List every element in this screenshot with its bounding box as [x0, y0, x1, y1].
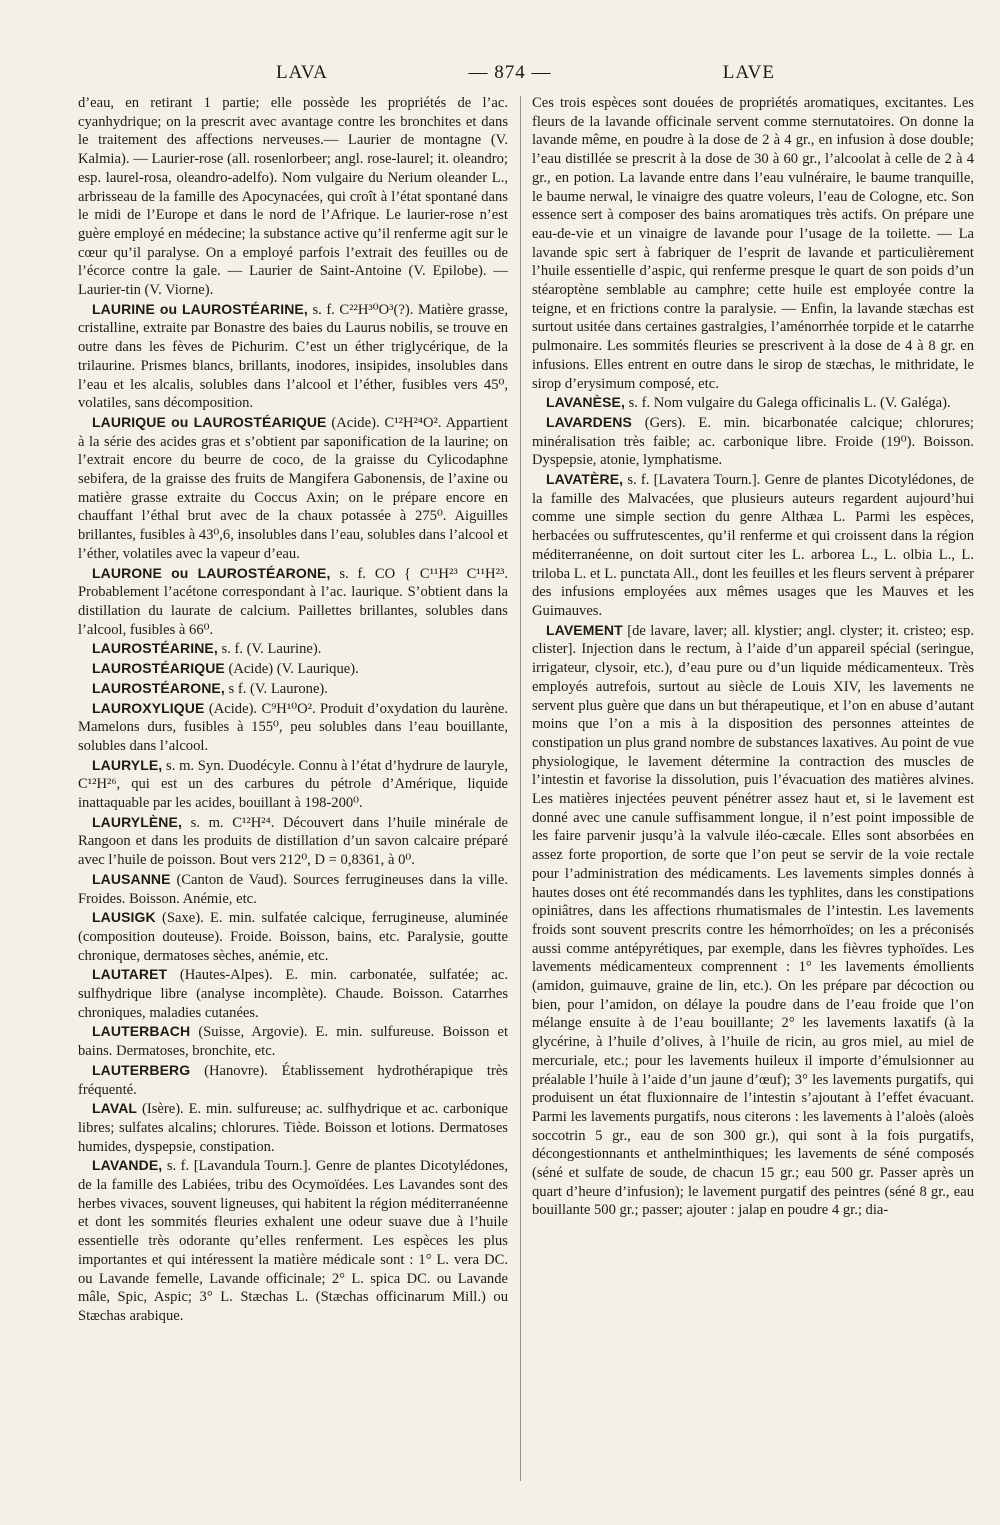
dictionary-entry — [78, 908, 508, 965]
entry-headword: LAUROSTÉARONE, — [92, 679, 225, 696]
entry-text: (Saxe). E. min. sulfatée calcique, ferrugineuse, aluminée (composition douteuse). Froide. Boisson, bains, etc. Paralysie, goutte chronique, dermatoses sèches, anémie, etc. — [78, 910, 508, 964]
entry-headword: LAUTERBERG — [92, 1061, 191, 1078]
entry-headword: LAURONE ou LAUROSTÉARONE, — [92, 564, 331, 581]
left-column — [78, 94, 508, 1326]
entry-headword: LAVEMENT — [546, 621, 623, 638]
entry-headword: LAUSANNE — [92, 870, 171, 887]
dictionary-entry — [78, 659, 508, 679]
dictionary-entry — [78, 1099, 508, 1156]
entry-text: Ces trois espèces sont douées de propriétés aromatiques, excitantes. Les fleurs de la lavande officinale servent comme sternutatoires. On donne la lavande même, en poudre à la dose de 2 à 4 gr., en infusion à dose double; l’eau distillée se prescrit à la dose de 30 à 60 gr., l’alcoolat à celle de 2 à 4 gr., en potion. La lavande entre dans l’eau vulnéraire, le baume tranquille, le baume nerwal, le vinaigre des quatre voleurs, l’eau de Cologne, etc. Son essence sert à composer des bains aromatiques très actifs. On prépare une eau-de-vie et un vinaigre de lavande pour l’usage de la toilette. — La lavande spic sert à fabriquer de l’esprit de lavande et particulièrement l’huile essentielle d’aspic, qui renferme presque le quart de son poids d’un stéaroptène semblable au camphre; cette huile est employée contre la teigne, et en frictions contre la paralysie. — Enfin, la lavande stæchas est surtout usitée dans certaines gastralgies, l’aménorrhée torpide et le catarrhe pulmonaire. Les sommités fleuries se prescrivent à la dose de 4 à 8 gr. en infusions. Elles entrent en outre dans le sirop de stæchas, le mithridate, le sirop d’erysimum composé, etc. — [532, 95, 974, 392]
dictionary-entry — [78, 699, 508, 756]
dictionary-entry — [78, 413, 508, 564]
entry-text: (Suisse, Argovie). E. min. sulfureuse. Boisson et bains. Dermatoses, bronchite, etc. — [78, 1024, 508, 1060]
running-head-left: LAVA — [276, 62, 328, 83]
column-rule — [520, 96, 521, 1481]
entry-text: s. m. C¹²H²⁴. Découvert dans l’huile minérale de Rangoon et dans les produits de distillation d’un savon calcaire préparé avec l’huile de poisson. Bout vers 212⁰, D = 0,8361, à 0⁰. — [78, 814, 509, 869]
entry-headword: LAUTARET — [92, 966, 168, 983]
entry-text: (Isère). E. min. sulfureuse; ac. sulfhydrique et ac. carbonique libres; sulfates alcalins; chlorures. Tiède. Boisson et lotions. Dermatoses humides, dyspepsie, constipation. — [78, 1101, 508, 1155]
entry-headword: LAVAL — [92, 1100, 138, 1117]
entry-headword: LAUROSTÉARINE, — [92, 640, 218, 657]
entry-headword: LAVARDENS — [546, 413, 632, 430]
dictionary-entry — [532, 621, 974, 1221]
entry-headword: LAVANÈSE, — [546, 394, 625, 411]
entry-text: s. f. C²²H³⁰O³(?). Matière grasse, cristalline, extraite par Bonastre des baies du Laurus nobilis, se trouve en outre dans les fèves de Pichurim. C’est un éther triglycérique, de la trilaurine. Prismes blancs, brillants, inodores, insipides, insolubles dans l’eau et les alcalis, solubles dans l’alcool et l’éther, fusibles vers 45⁰, volatiles, sans décomposition. — [78, 301, 508, 412]
dictionary-entry — [78, 1156, 508, 1325]
dictionary-entry — [78, 1061, 508, 1099]
dictionary-entry — [78, 813, 508, 870]
page-number: — 874 — — [468, 62, 552, 83]
entry-headword: LAVANDE, — [92, 1157, 163, 1174]
entry-text: (Hautes-Alpes). E. min. carbonatée, sulfatée; ac. sulfhydrique libre (analyse incomplète). Chaude. Boisson. Catarrhes chroniques, maladies cutanées. — [78, 967, 508, 1021]
entry-text: s. f. (V. Laurine). — [221, 641, 322, 658]
entry-headword: LAURINE ou LAUROSTÉARINE, — [92, 300, 308, 317]
dictionary-entry — [78, 1022, 508, 1060]
entry-text: s. f. [Lavatera Tourn.]. Genre de plantes Dicotylédones, de la famille des Malvacées, que plusieurs auteurs regardent aujourd’hui comme une simple section du genre Althæa L. Parmi les espèces, herbacées ou suffrutescentes, qu’il renferme et qui croissent dans la région méditerranéenne, on doit surtout citer les L. arborea L., L. olbia L., L. triloba L. et L. punctata All., dont les feuilles et les fleurs servent à préparer des infusions employées aux mêmes usages que les Mauves et les Guimauves. — [532, 472, 974, 619]
running-head-right: LAVE — [722, 62, 775, 83]
entry-headword: LAUSIGK — [92, 909, 156, 926]
dictionary-entry — [78, 756, 508, 813]
entry-text: (Acide). C¹²H²⁴O². Appartient à la série des acides gras et s’obtient par saponification de la laurine; on l’extrait encore du beurre de coco, de la graisse du Cylicodaphne sebifera, de la graisse des fruits de Mangifera Gabonensis, de l’axine ou matière grasse extraite du Coccus Axin; on le prépare encore en chauffant l’éthal brut avec de la chaux potassée à 275⁰. Aiguilles brillantes, fusibles à 43⁰,6, insolubles dans l’eau, solubles dans l’alcool et l’éther, volatiles avec la vapeur d’eau. — [78, 414, 508, 562]
entry-text: s. f. [Lavandula Tourn.]. Genre de plantes Dicotylédones, de la famille des Labiées, tribu des Ocymoïdées. Les Lavandes sont des herbes vivaces, souvent ligneuses, qui habitent la région méditerranéenne et dont les sommités fleuries exhalent une odeur suave due à l’huile essentielle très odorante qu’elles renferment. Les espèces les plus importantes et qui intéressent la matière médicale sont : 1° L. vera DC. ou Lavande femelle, Lavande officinale; 2° L. spica DC. ou Lavande mâle, Spic, Aspic; 3° L. Stæchas L. (Stæchas officinarum Mill.) ou Stæchas arabique. — [78, 1158, 508, 1324]
dictionary-entry — [532, 470, 974, 621]
entry-headword: LAUTERBACH — [92, 1023, 191, 1040]
entry-text: (Gers). E. min. bicarbonatée calcique; chlorures; minéralisation très faible; ac. carbonique libre. Froide (19⁰). Boisson. Dyspepsie, atonie, lymphatisme. — [532, 414, 974, 469]
dictionary-entry — [78, 965, 508, 1022]
dictionary-entry — [78, 639, 508, 659]
entry-headword: LAUROXYLIQUE — [92, 699, 205, 716]
entry-headword: LAVATÈRE, — [546, 471, 624, 488]
entry-text: s. f. CO { C¹¹H²³ C¹¹H²³. Probablement l’acétone correspondant à l’ac. laurique. S’obtient dans la distillation du laurate de calcium. Paillettes brillantes, solubles dans l’alcool, fusibles à 66⁰. — [78, 565, 508, 638]
entry-text: s. m. Syn. Duodécyle. Connu à l’état d’hydrure de lauryle, C¹²H²⁶, qui est un des carbures du pétrole d’Amérique, liquide inattaquable par les acides, bouillant à 198-200⁰. — [78, 757, 508, 812]
right-column — [532, 94, 974, 1220]
dictionary-entry — [532, 413, 974, 470]
dictionary-entry — [78, 870, 508, 908]
entry-text: (Acide). C⁹H¹⁰O². Produit d’oxydation du laurène. Mamelons durs, fusibles à 155⁰, peu solubles dans l’eau bouillante, solubles dans l’alcool. — [78, 700, 508, 754]
entry-headword: LAURIQUE ou LAUROSTÉARIQUE — [92, 413, 327, 430]
entry-text: d’eau, en retirant 1 partie; elle possède les propriétés de l’ac. cyanhydrique; on la prescrit avec avantage contre les bronchites et dans le traitement des affections nerveuses.— Laurier de montagne (V. Kalmia). — Laurier-rose (all. rosenlorbeer; angl. rose-laurel; it. oleandro; esp. laurel-rosa, oleandro-adelfo). Nom vulgaire du Nerium oleander L., arbrisseau de la famille des Apocynacées, qui croît à l’état spontané dans le midi de l’Europe et dans le nord de l’Afrique. Le laurier-rose n’est guère employé en médecine; la substance active qu’il renferme agit sur le cœur qu’il paralyse. On a employé parfois l’extrait des feuilles ou de l’écorce contre la gale. — Laurier de Saint-Antoine (V. Epilobe). — Laurier-tin (V. Viorne). — [78, 95, 508, 299]
entry-headword: LAUROSTÉARIQUE — [92, 660, 225, 677]
entry-text: [de lavare, laver; all. klystier; angl. clyster; it. cristeo; esp. clister]. Injection dans le rectum, à l’aide d’un appareil spécial (seringue, irrigateur, clysoir, etc.), d’eau pure ou d’un liquide médicamenteux. Très employés autrefois, surtout au siècle de Louis XIV, les lavements ne servent plus guère que dans un but thérapeutique, et l’on en abuse d’autant moins que l’on a mis à la disposition des personnes atteintes de constipation un plus grand nombre de substances laxatives. Au point de vue physiologique, le lavement détermine la contraction des muscles de l’intestin et favorise la dissolution, puis l’évacuation des matières alvines. Les matières injectées peuvent pénétrer assez haut et, si le lavement est donné avec une canule suffisamment longue, il n’est point impossible de les faire parvenir jusqu’à la valvule iléo-cæcale. Elles sont absorbées en assez forte proportion, de sorte que l’on peut se servir de la voie rectale pour l’administration des médicaments. Les lavements simples donnés à hautes doses ont été recommandés dans les typhlites, dans les constipations opiniâtres, dans les affections rhumatismales de l’intestin. Les lavements froids sont souvent prescrits contre les hémorrhoïdes; on les a préconisés aussi comme antépyrétiques, par exemple, dans les fièvres typhoïdes. Les lavements médicamenteux comprennent : 1° les lavements émollients (amidon, guimauve, graine de lin, etc.). On les prépare par décoction ou bien, pour l’amidon, on délaye la poudre dans de l’eau froide que l’on mélange ensuite à de l’eau bouillante; 2° les lavements laxatifs (à la glycérine, à l’huile d’olives, à l’huile de ricin, au gros miel, au miel de mercuriale, etc.; pour les lavements huileux il importe d’émulsionner au préalable l’huile à l’aide d’un jaune d’œuf); 3° les lavements purgatifs, qui produisent un état fluxionnaire de l’intestin s’ajoutant à l’effet évacuant. Parmi les lavements purgatifs, nous citerons : les lavements à l’aloès (aloès soccotrin 5 gr., eau de son 300 gr.), qui sont à la fois purgatifs, décongestionnants et anthelminthiques; les lavements de séné composés (séné et sulfate de soude, de chacun 15 gr.; eau 500 gr. Passer après un quart d’heure d’infusion); le lavement purgatif des peintres (séné 8 gr., eau bouillante 500 gr.; passer; ajouter : jalap en poudre 4 gr.; dia- — [532, 622, 974, 1219]
entry-text: s f. (V. Laurone). — [228, 680, 328, 697]
running-head — [80, 62, 940, 88]
entry-text: (Acide) (V. Laurique). — [228, 661, 359, 678]
entry-continuation — [78, 94, 508, 300]
entry-text: s. f. Nom vulgaire du Galega officinalis L. (V. Galéga). — [628, 395, 951, 412]
dictionary-entry — [532, 393, 974, 413]
entry-headword: LAURYLÈNE, — [92, 813, 182, 830]
entry-text: (Canton de Vaud). Sources ferrugineuses dans la ville. Froides. Boisson. Anémie, etc. — [78, 871, 508, 907]
dictionary-entry — [78, 679, 508, 699]
entry-text: (Hanovre). Établissement hydrothérapique très fréquenté. — [78, 1062, 508, 1098]
dictionary-entry — [78, 564, 508, 640]
entry-headword: LAURYLE, — [92, 756, 163, 773]
dictionary-entry — [78, 300, 508, 413]
entry-continuation — [532, 94, 974, 393]
